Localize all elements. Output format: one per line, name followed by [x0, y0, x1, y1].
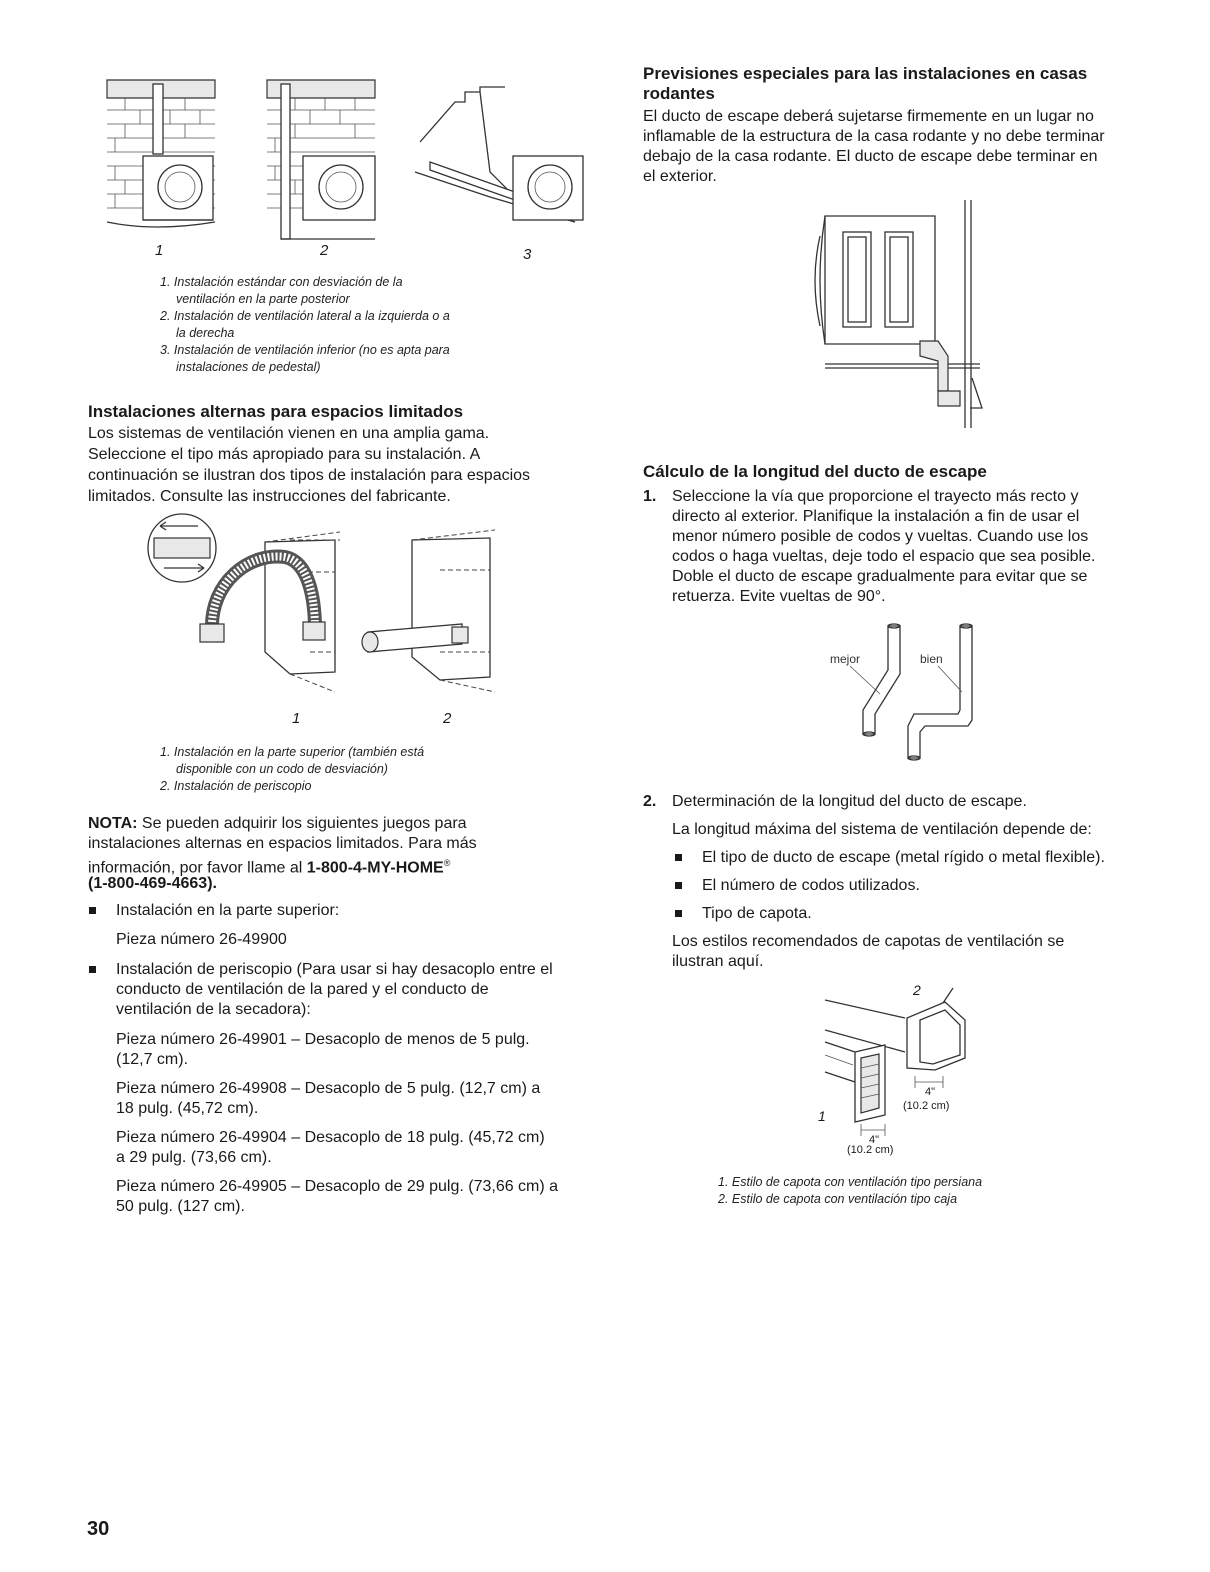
- fig1-label-1: 1: [155, 242, 164, 259]
- fig1-caption-3a: 3. Instalación de ventilación inferior (no es apta para: [160, 343, 450, 357]
- fig1-caption-2b: la derecha: [176, 326, 235, 340]
- kit-top-part: Pieza número 26-49900: [116, 931, 287, 948]
- hood-caption-1: 1. Estilo de capota con ventilación tipo persiana: [718, 1175, 983, 1189]
- nota-line-2: instalaciones alternas en espacios limitados. Para más: [88, 835, 477, 852]
- mobile-line-4: el exterior.: [643, 168, 717, 185]
- duct-shapes: [820, 622, 990, 772]
- fig2-caption-2: 2. Instalación de periscopio: [160, 779, 312, 793]
- factor-duct-type: El tipo de ducto de escape (metal rígido o metal flexible).: [702, 849, 1105, 866]
- bullet: [89, 966, 96, 973]
- mobile-line-2: inflamable de la estructura de la casa rodante y no debe terminar: [643, 128, 1105, 145]
- step2-title: Determinación de la longitud del ducto de escape.: [672, 793, 1027, 810]
- step1-line-5: Doble el ducto de escape gradualmente para evitar que se: [672, 568, 1088, 585]
- hood-label-1: 1: [818, 1108, 826, 1124]
- figure-vent-installations: [95, 72, 595, 272]
- top-and-periscope-illustration: [140, 512, 510, 732]
- heading-mobile-home-1: Previsiones especiales para las instalaciones en casas: [643, 64, 1088, 83]
- duct-comparison-figure: [820, 622, 990, 772]
- mobile-line-1: El ducto de escape deberá sujetarse firmemente en un lugar no: [643, 108, 1094, 125]
- fig1-caption-2a: 2. Instalación de ventilación lateral a la izquierda o a: [160, 309, 450, 323]
- limited-spaces-line-2: Seleccione el tipo más apropiado para su instalación. A: [88, 446, 481, 463]
- nota-line-1: NOTA: Se pueden adquirir los siguientes juegos para: [88, 815, 467, 832]
- heading-limited-spaces: Instalaciones alternas para espacios limitados: [88, 402, 464, 421]
- figure-limited-space-installs: [140, 512, 510, 732]
- hood-label-2: 2: [913, 982, 921, 998]
- step1-line-2: directo al exterior. Planifique la instalación a fin de usar el: [672, 508, 1080, 525]
- part-26-49908-a: Pieza número 26-49908 – Desacoplo de 5 pulg. (12,7 cm) a: [116, 1080, 541, 1097]
- kit-periscope-title-1: Instalación de periscopio (Para usar si hay desacoplo entre el: [116, 961, 553, 978]
- fig1-label-2: 2: [320, 242, 329, 259]
- hood-dim-cm-b: (10.2 cm): [847, 1144, 894, 1156]
- step1-line-1: Seleccione la vía que proporcione el trayecto más recto y: [672, 488, 1079, 505]
- bullet: [675, 910, 682, 917]
- step-1-number: 1.: [643, 488, 657, 505]
- hood-dim-inch-b: 4": [869, 1134, 880, 1146]
- fig1-caption-1a: 1. Instalación estándar con desviación de la: [160, 275, 403, 289]
- bullet: [675, 854, 682, 861]
- nota-line-3: información, por favor llame al 1-800-4-MY-HOME®: [88, 858, 451, 877]
- phone-number-digits: (1-800-469-4663).: [88, 875, 217, 892]
- mobile-line-3: debajo de la casa rodante. El ducto de escape debe terminar en: [643, 148, 1098, 165]
- part-26-49905-b: 50 pulg. (127 cm).: [116, 1198, 245, 1215]
- fig2-label-2: 2: [443, 710, 452, 727]
- part-26-49904-a: Pieza número 26-49904 – Desacoplo de 18 pulg. (45,72 cm): [116, 1129, 545, 1146]
- step1-line-6: retuerza. Evite vueltas de 90°.: [672, 588, 886, 605]
- part-26-49908-b: 18 pulg. (45,72 cm).: [116, 1100, 259, 1117]
- fig2-caption-1a: 1. Instalación en la parte superior (también está: [160, 745, 425, 759]
- kit-periscope-title-2: conducto de ventilación de la pared y el conducto de: [116, 981, 489, 998]
- hood-dim-inch-a: 4": [925, 1086, 936, 1098]
- wall-vent-illustrations: [95, 72, 595, 272]
- fig1-caption-3b: instalaciones de pedestal): [176, 360, 321, 374]
- nota-label: NOTA:: [88, 815, 138, 832]
- hood-dim-cm-a: (10.2 cm): [903, 1100, 950, 1112]
- hood-intro-2: ilustran aquí.: [672, 953, 764, 970]
- kit-periscope-title-3: ventilación de la secadora):: [116, 1001, 311, 1018]
- step1-line-3: menor número posible de codos y vueltas. Cuando use los: [672, 528, 1089, 545]
- panel-bottom-vent: [415, 87, 583, 222]
- part-26-49901-a: Pieza número 26-49901 – Desacoplo de menos de 5 pulg.: [116, 1031, 530, 1048]
- part-26-49901-b: (12,7 cm).: [116, 1051, 189, 1068]
- phone-number: 1-800-4-MY-HOME: [306, 859, 444, 877]
- duct-label-good: bien: [920, 652, 943, 666]
- fig2-caption-1b: disponible con un codo de desviación): [176, 762, 388, 776]
- vent-hood-figure: [815, 980, 985, 1160]
- bullet: [675, 882, 682, 889]
- panel-standard-vent: [107, 80, 215, 227]
- page-number: 30: [87, 1518, 110, 1540]
- step-2-number: 2.: [643, 793, 657, 810]
- vent-hoods: [815, 980, 985, 1160]
- fig1-label-3: 3: [523, 246, 532, 263]
- panel-side-vent: [267, 80, 375, 239]
- factor-hood: Tipo de capota.: [702, 905, 812, 922]
- heading-mobile-home-2: rodantes: [643, 84, 715, 103]
- limited-spaces-line-4: limitados. Consulte las instrucciones del fabricante.: [88, 488, 451, 505]
- step1-line-4: codos o haga vueltas, deje todo el espacio que sea posible.: [672, 548, 1096, 565]
- heading-duct-length: Cálculo de la longitud del ducto de escape: [643, 462, 987, 481]
- factor-elbows: El número de codos utilizados.: [702, 877, 920, 894]
- hood-caption-2: 2. Estilo de capota con ventilación tipo caja: [718, 1192, 958, 1206]
- fig1-caption-1b: ventilación en la parte posterior: [176, 292, 350, 306]
- bullet: [89, 907, 96, 914]
- mobile-home-dryer-illustration: [810, 196, 1010, 436]
- step2-intro: La longitud máxima del sistema de ventilación depende de:: [672, 821, 1092, 838]
- kit-top-title: Instalación en la parte superior:: [116, 902, 340, 919]
- part-26-49905-a: Pieza número 26-49905 – Desacoplo de 29 pulg. (73,66 cm) a: [116, 1178, 559, 1195]
- limited-spaces-line-1: Los sistemas de ventilación vienen en una amplia gama.: [88, 425, 490, 442]
- part-26-49904-b: a 29 pulg. (73,66 cm).: [116, 1149, 272, 1166]
- duct-label-better: mejor: [830, 652, 861, 666]
- fig2-label-1: 1: [292, 710, 301, 727]
- hood-intro-1: Los estilos recomendados de capotas de ventilación se: [672, 933, 1065, 950]
- limited-spaces-line-3: continuación se ilustran dos tipos de instalación para espacios: [88, 467, 531, 484]
